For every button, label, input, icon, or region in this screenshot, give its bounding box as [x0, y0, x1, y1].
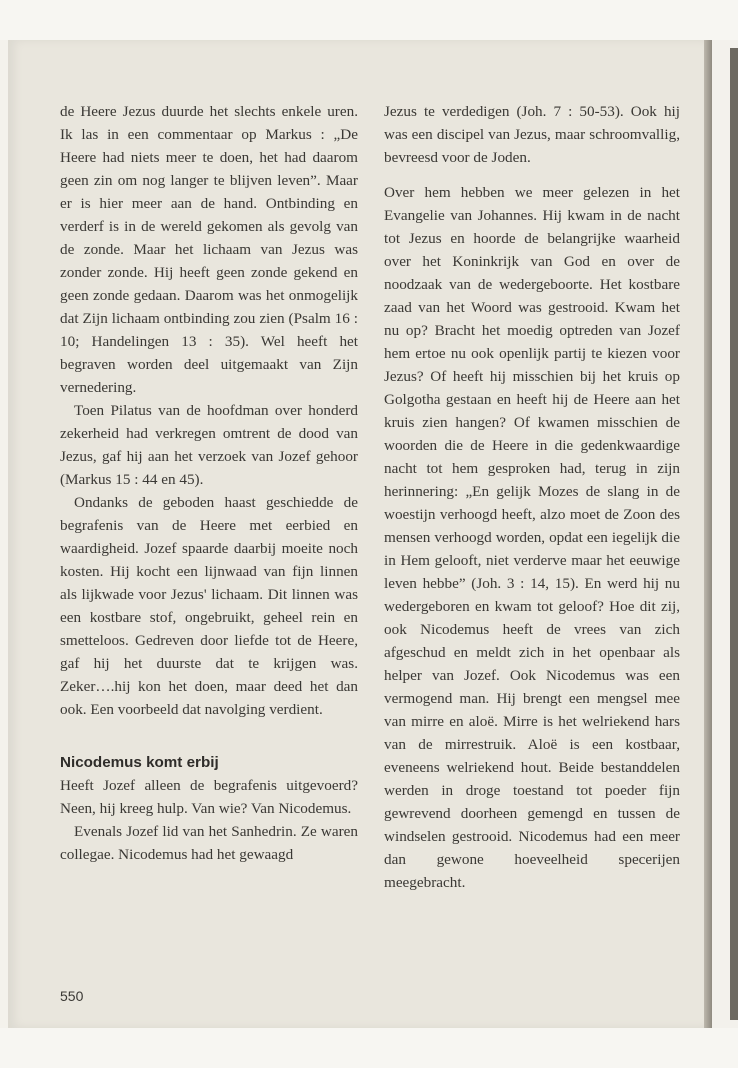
- left-paragraph-2: Toen Pilatus van de hoofdman over honderd zekerheid had verkregen omtrent de dood van Jezus, gaf hij aan het verzoek van Jozef gehoor (Markus 15 : 44 en 45).: [60, 402, 358, 488]
- right-text-column: [384, 100, 680, 894]
- scan-background-bottom: [0, 1028, 738, 1068]
- book-spine-edge: [730, 48, 738, 1020]
- left-paragraph-4: Heeft Jozef alleen de begrafenis uitgevoerd? Neen, hij kreeg hulp. Van wie? Van Nicodemus.: [60, 777, 358, 817]
- left-paragraph-1: de Heere Jezus duurde het slechts enkele uren. Ik las in een commentaar op Markus : „De Heere had niets meer te doen, het had daarom geen zin om nog langer te blijven leven”. Maar er is hier meer aan de hand. Ontbinding en verderf is in de wereld gekomen als gevolg van de zonde. Maar het lichaam van Jezus was zonder zonde. Hij heeft geen zonde gekend en geen zonde gedaan. Daarom was het onmogelijk dat Zijn lichaam ontbinding zou zien (Psalm 16 : 10; Handelingen 13 : 35). Wel heeft het begraven worden deel uitgemaakt van Zijn vernedering.: [60, 103, 358, 396]
- scan-background-top: [0, 0, 738, 40]
- left-paragraph-5: Evenals Jozef lid van het Sanhedrin. Ze waren collegae. Nicodemus had het gewaagd: [60, 823, 358, 863]
- section-heading: Nicodemus komt erbij: [60, 754, 219, 771]
- page-gutter-shadow: [704, 40, 712, 1028]
- right-paragraph-1: Jezus te verdedigen (Joh. 7 : 50-53). Ook hij was een discipel van Jezus, maar schroomvallig, bevreesd voor de Joden.: [384, 103, 680, 166]
- left-text-column: [60, 100, 358, 866]
- right-paragraph-2: Over hem hebben we meer gelezen in het Evangelie van Johannes. Hij kwam in de nacht tot Jezus en hoorde de belangrijke waarheid over het Koninkrijk van God en over de noodzaak van de wedergeboorte. Het kostbare zaad van het Woord was gestrooid. Kwam het nu op? Bracht het moedig optreden van Jozef hem ertoe nu ook openlijk partij te kiezen voor Jezus? Of heeft hij misschien bij het kruis op Golgotha gestaan en heeft hij de Heere aan het kruis zien hangen? Of kwamen misschien de woorden die de Heere in die gedenkwaardige nacht tot hem gesproken had, terug in zijn herinnering: „En gelijk Mozes de slang in de woestijn verhoogd heeft, alzo moet de Zoon des mensen verhoogd worden, opdat een iegelijk die in Hem gelooft, niet verderve maar het eeuwige leven hebbe” (Joh. 3 : 14, 15). En werd hij nu wedergeboren en kwam tot geloof? Hoe dit zij, ook Nicodemus heeft de vrees van zich afgeschud en meldt zich in het openbaar als helper van Jozef. Ook Nicodemus was een vermogend man. Hij brengt een mengsel mee van mirre en aloë. Mirre is het welriekend hars van de mirrestruik. Aloë is een kostbaar, eveneens welriekend hout. Beide bestanddelen werden in droge toestand tot poeder fijn gewrevend doorheen gemengd en tussen de windselen gestrooid. Nicodemus had een meer dan gewone hoeveelheid specerijen meegebracht.: [384, 184, 680, 891]
- left-paragraph-3: Ondanks de geboden haast geschiedde de begrafenis van de Heere met eerbied en waardigheid. Jozef spaarde daarbij moeite noch kosten. Hij kocht een lijnwaad van fijn linnen als lijkwade voor Jezus' lichaam. Dit linnen was een kostbare stof, ongebruikt, geheel rein en smetteloos. Gedreven door liefde tot de Heere, gaf hij het duurste dat te krijgen was. Zeker….hij kon het doen, maar deed het dan ook. Een voorbeeld dat navolging verdient.: [60, 494, 358, 718]
- page-number: 550: [60, 988, 84, 1004]
